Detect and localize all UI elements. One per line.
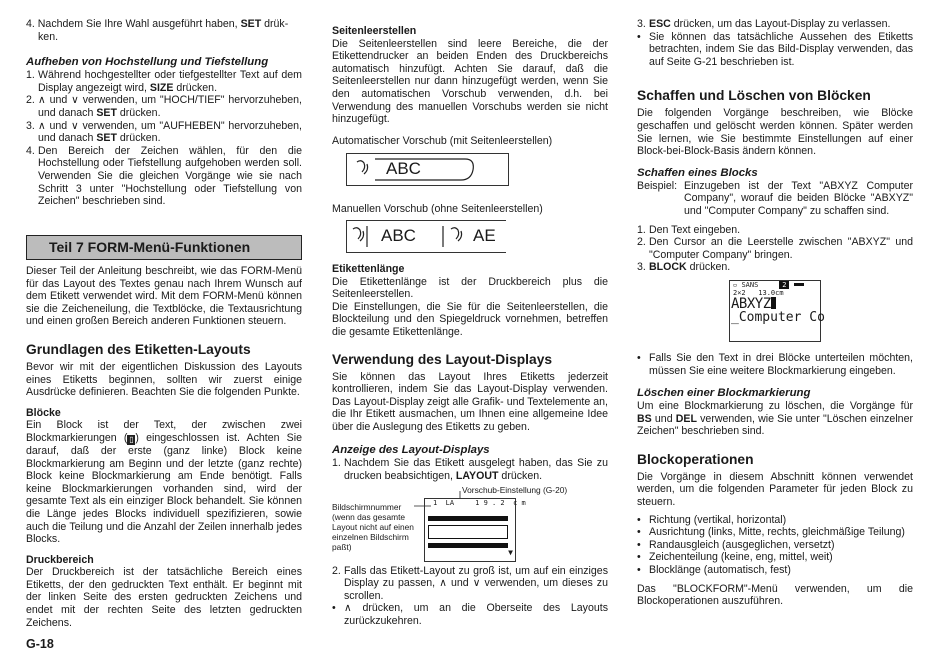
lcd-bar-bottom <box>428 543 508 548</box>
hoch-step-2: 2. ∧ und ∨ verwenden, um "HOCH/TIEF" hervorzuheben, und danach SET drücken. <box>26 94 303 119</box>
verw-text: Sie können das Layout Ihres Etiketts jederzeit kontrollieren, indem Sie das Layout-Display verwenden. Das Layout-Display zeigt alle Grafik- und Textelemente an, die Ihr Etikett ausmachen, um Ihnen eine allgemeine Idee über die Auslegung des Etiketts zu geben. <box>332 370 608 433</box>
block-step-3: 3. BLOCK drücken. <box>637 261 731 274</box>
beispiel-block <box>637 180 913 218</box>
verw-heading: Verwendung des Layout-Displays <box>332 351 553 367</box>
schaff-text: Die folgenden Vorgänge beschreiben, wie Blöcke geschaffen und gelöscht werden können. Später werden Sie lernen, wie Sie bestimmte Einstellungen auf einer Block-bei-Block-Basis ändern können. <box>637 107 913 158</box>
drei-bullet: • Falls Sie den Text in drei Blöcke unterteilen möchten, müssen Sie eine weitere Blockmarkierung eingeben. <box>637 351 913 377</box>
tape-auto-feed <box>346 153 509 186</box>
tape-auto-outline <box>347 154 507 184</box>
anz-bullet: • ∧ drücken, um an die Oberseite des Layouts zurückzukehren. <box>332 602 608 628</box>
hoch-steps <box>26 69 302 208</box>
down-arrow-icon: ∨ <box>70 119 79 132</box>
bloecke-text: Ein Block ist der Text, der zwischen zwei Blockmarkierungen ( ▯ ) eingeschlossen ist. Achten Sie darauf, daß der erste (ganz linke) Block keine Blockmarkierung am Beginn und der letzte (ganz rechte) Block keine Blockmarkierung am Ende benötigt. Falls keine Blockmarkierungen vorhanden sind, wird der gesamte Text als ein einziger Block behandelt. Sie können die Länge jedes Blocks individuell spezifizieren, sowie auch die Teilung und die Anzahl der Zeilen innerhalb jedes Blocks. <box>26 419 302 546</box>
op-heading: Blockoperationen <box>637 451 754 467</box>
hoch-step-3: 3. ∧ und ∨ verwenden, um "AUFHEBEN" hervorzuheben, und danach SET drücken. <box>26 119 302 145</box>
bild-display-bullet: • Sie können das tatsächliche Aussehen des Etiketts betrachten, indem Sie das Bild-Display verwenden, das auf Seite G-21 beschrieben ist. <box>637 30 913 68</box>
up-arrow-icon: ∧ <box>38 119 46 132</box>
down-arrow-icon: ∨ <box>71 94 79 107</box>
layout-display-figure <box>332 485 608 565</box>
column-left-lower <box>26 265 302 629</box>
lcd-frame <box>428 525 508 539</box>
block-mark-icon: ▯ <box>129 434 134 444</box>
bloecke-heading: Blöcke <box>26 406 61 419</box>
down-arrow-icon: ∨ <box>472 577 481 590</box>
lcd-down-arrow-icon: ▼ <box>508 548 513 558</box>
grund-heading: Grundlagen des Etiketten-Layouts <box>26 341 251 357</box>
lcd-font-line: ▫ SANS 2 <box>730 281 820 289</box>
anz-step-list <box>332 457 608 482</box>
grund-text: Bevor wir mit der eigentlichen Diskussion des Layouts eines Etiketts beginnen, sollten wir zuerst einige Ausdrücke definieren. Beachten Sie die folgenden Punkte. <box>26 360 302 399</box>
block-step-1: 1. Den Text eingeben. <box>637 223 741 236</box>
etik-text-1: Die Etikettenlänge ist der Druckbereich plus die Seitenleerstellen. <box>332 275 608 301</box>
layout-lcd <box>424 498 526 562</box>
hoch-heading: Aufheben von Hochstellung und Tiefstellung <box>26 56 269 69</box>
hoch-step-4: 4. Den Bereich der Zeichen wählen, für den die Hochstellung oder Tiefstellung aufgehoben werden soll. Verwenden Sie die gleichen Vorgänge wie sie nach Schritt 3 unter "Hochstellung oder Tiefstellung von Zeichen" beschrieben sind. <box>26 144 302 208</box>
vorschub-label: Vorschub-Einstellung (G-20) <box>462 484 568 495</box>
lcd-text-1: ABXYZ <box>730 297 820 311</box>
hoch-step-1: 1. Während hochgestellter oder tiefgestellter Text auf dem Display angezeigt wird, SIZE drücken. <box>26 69 302 94</box>
etik-heading: Etikettenlänge <box>332 262 405 275</box>
auto-caption: Automatischer Vorschub (mit Seitenleerstellen) <box>332 134 553 147</box>
tape-text-cut: AE <box>473 225 496 245</box>
block-step-2: 2. Den Cursor an die Leerstelle zwischen "ABXYZ" und "Computer Company" bringen. <box>637 236 913 261</box>
bildschirm-label: Bildschirmnummer (wenn das gesamte Layout nicht auf einen einzelnen Bildschirm paßt) <box>332 501 414 552</box>
seiten-heading: Seitenleerstellen <box>332 25 417 37</box>
section-title-teil-7: Teil 7 FORM-Menü-Funktionen <box>26 235 302 260</box>
tape-text-abc-manual: ABC <box>381 225 416 245</box>
teil-intro: Dieser Teil der Anleitung beschreibt, wie das FORM-Menü für das Layout des Textes genau nach Ihrem Wunsch auf dem Etikett verwendet wird. Mit dem FORM-Menü können sie die Zeicheneilung, die Textblöcke, die Textausrichtung und einen großen Bereich anderen Funktionen steuern. <box>26 265 302 328</box>
beispiel-label: Beispiel: <box>637 179 678 192</box>
block-lcd <box>729 280 825 342</box>
manual-caption: Manuellen Vorschub (ohne Seitenleerstellen) <box>332 203 543 216</box>
anz-step-2: 2. Falls das Etikett-Layout zu groß ist, um auf ein einziges Display zu passen, ∧ und ∨ verwenden, um dieses zu scrollen. <box>332 564 609 602</box>
page-number: G-18 <box>26 637 54 651</box>
op-item: • Randausgleich (ausgeglichen, versetzt) <box>637 538 835 551</box>
step-4-text: 4. Nachdem Sie Ihre Wahl ausgeführt haben, SET drük- ken. <box>26 18 289 43</box>
op-item: • Richtung (vertikal, horizontal) <box>637 513 787 526</box>
op-item: • Zeichenteilung (keine, eng, mittel, weit) <box>637 551 833 564</box>
etik-text-2: Die Einstellungen, die Sie für die Seitenleerstellen, die Blockteilung und den Spiegeldruck vornehmen, betreffen die gesamte Etikettenlänge. <box>332 300 608 338</box>
lcd-bar-top <box>428 516 508 521</box>
anz-step-1: 1. Nachdem Sie das Etikett ausgelegt haben, das Sie zu drucken beabsichtigen, LAYOUT drücken. <box>332 457 608 483</box>
seiten-text: Die Seitenleerstellen sind leere Bereiche, die der Etikettendrucker an beiden Enden des Druckbereichs automatisch hinzufügt. Achten Sie darauf, daß die Seitenleerstellen nur dann hinzugefügt werden, wenn Sie den automatischen Vorschub verwenden, d.h. bei Verwendung des manuellen Vorschubs werden sie nicht hinzugefügt. <box>332 37 608 126</box>
loesch-text: Um eine Blockmarkierung zu löschen, die Vorgänge für BS und DEL verwenden, wie Sie unter "Löschen einzelner Zeichen" beschrieben sind. <box>637 400 913 438</box>
tape-manual-feed <box>346 220 506 253</box>
closing-text: Das "BLOCKFORM"-Menü verwenden, um die Blockoperationen auszuführen. <box>637 582 913 608</box>
block-steps <box>637 224 913 274</box>
up-arrow-icon: ∧ <box>439 577 447 590</box>
schaff-heading: Schaffen und Löschen von Blöcken <box>637 88 871 104</box>
op-items <box>637 514 913 577</box>
column-middle <box>332 18 608 628</box>
esc-step <box>637 18 913 68</box>
schaff-subheading: Schaffen eines Blocks <box>637 166 758 179</box>
up-arrow-icon: ∧ <box>38 94 46 107</box>
lcd-text-2: _Computer Co <box>731 309 825 325</box>
tape-text-abc: ABC <box>386 159 421 179</box>
anz-step-list-2 <box>332 565 608 628</box>
lcd-status-line: 1 LA 1 9 . 2 c m <box>433 498 526 507</box>
loesch-heading: Löschen einer Blockmarkierung <box>637 387 811 400</box>
step-3-esc: 3. ESC drücken, um das Layout-Display zu verlassen. <box>637 18 891 30</box>
up-arrow-icon: ∧ <box>344 602 352 615</box>
op-item: • Ausrichtung (links, Mitte, rechts, gleichmäßige Teilung) <box>637 526 905 539</box>
op-item: • Blocklänge (automatisch, fest) <box>637 564 791 577</box>
druck-heading: Druckbereich <box>26 553 94 566</box>
op-text: Die Vorgänge in diesem Abschnitt können verwendet werden, um die folgenden Parameter für jeden Block zu steuern. <box>637 470 913 509</box>
beispiel-text: Einzugeben ist der Text "ABXYZ Computer Company", worauf die beiden Blöcke "ABXYZ" und "Computer Company" zu schaffen sind. <box>684 179 913 217</box>
drei-bullet-list <box>637 352 913 377</box>
column-right <box>637 18 913 608</box>
druck-text: Der Druckbereich ist der tatsächliche Bereich eines Etiketts, der den gedruckten Text enthält. Er beginnt mit der linken Seite des ersten gedruckten Zeichens und endet mit der rechten Seite des letzten gedruckten Zeichens. <box>26 566 302 629</box>
column-left <box>26 18 302 208</box>
block-mark-icon <box>771 297 776 309</box>
lcd-size-line: 2×2 13.0cm <box>733 288 784 297</box>
anz-heading: Anzeige des Layout-Displays <box>332 444 490 457</box>
